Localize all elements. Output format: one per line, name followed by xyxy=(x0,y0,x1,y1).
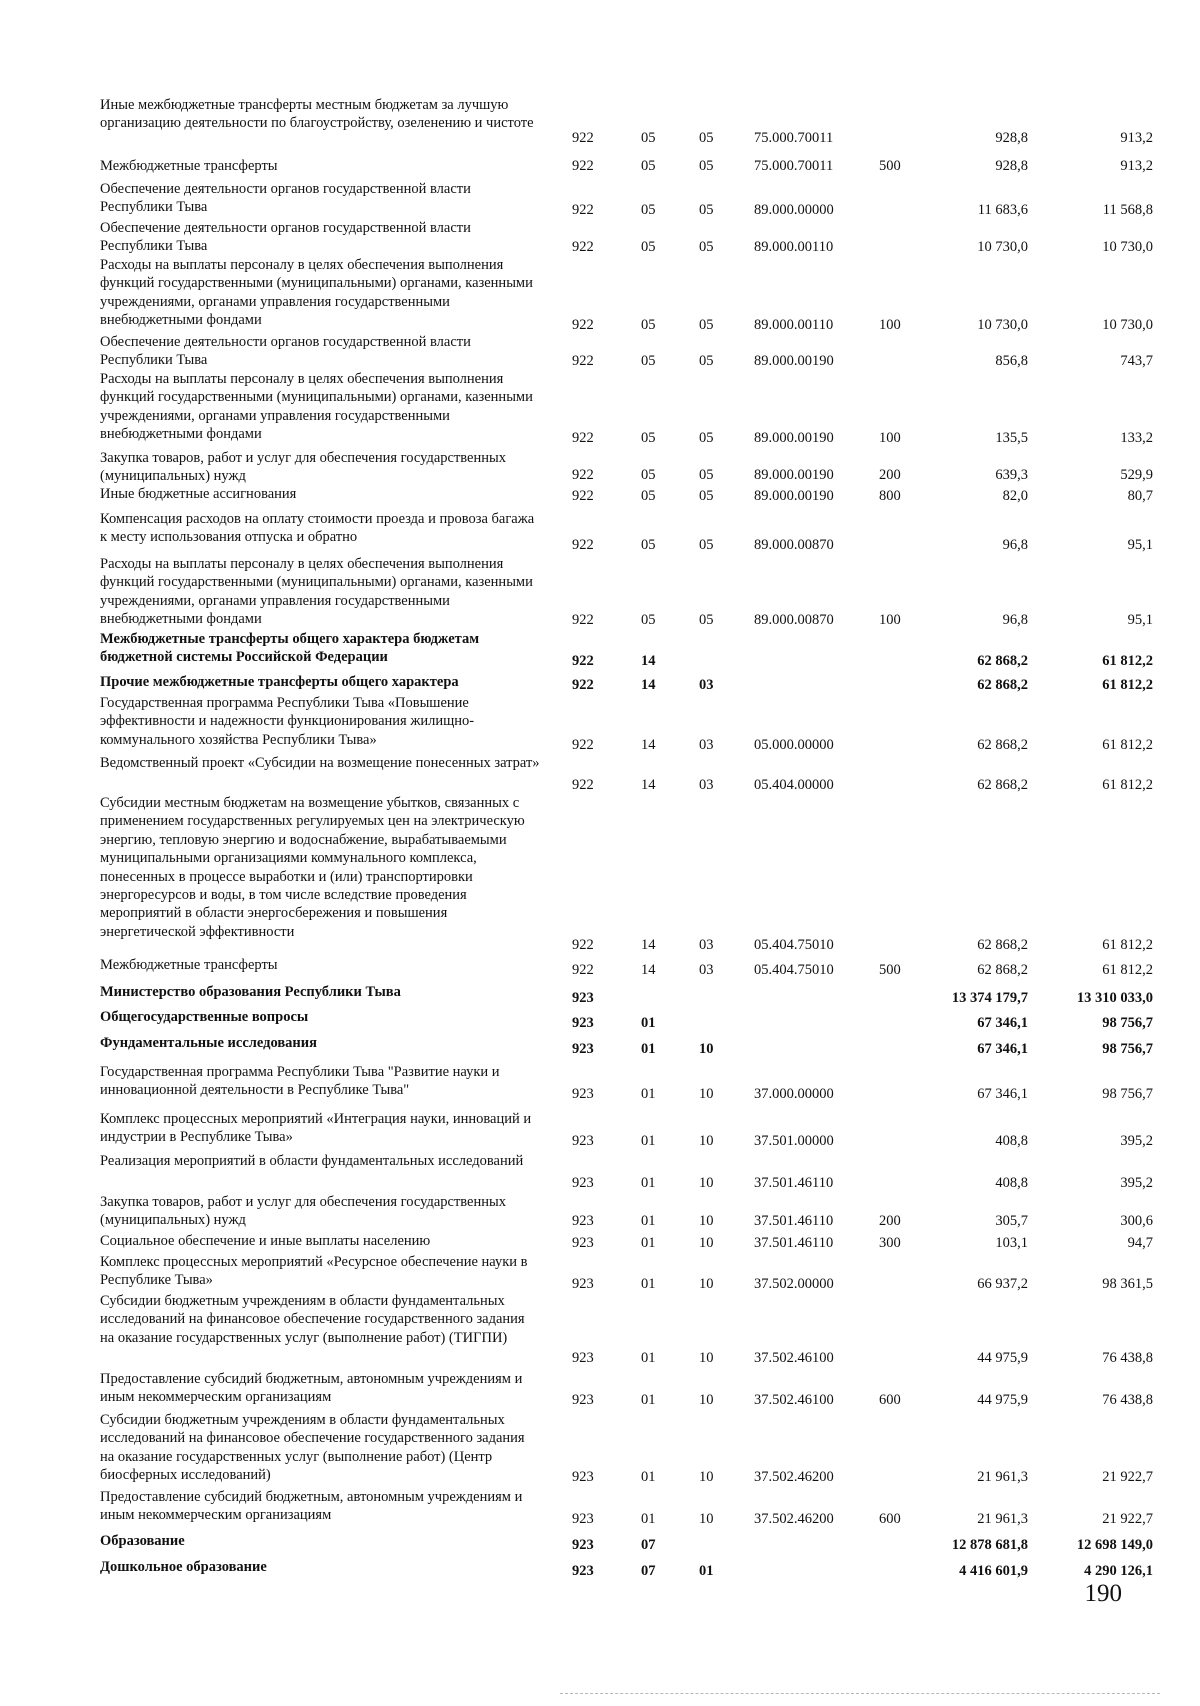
row-description: Обеспечение деятельности органов государственной власти Республики Тыва xyxy=(100,220,471,255)
table-row xyxy=(0,370,1200,447)
cell-target: 37.501.46110 xyxy=(754,1174,834,1191)
cell-admin: 923 xyxy=(572,1349,594,1366)
cell-v2: 98 361,5 xyxy=(1102,1275,1153,1292)
cell-v1: 62 868,2 xyxy=(977,776,1028,793)
cell-v2: 98 756,7 xyxy=(1102,1014,1153,1031)
row-description: Предоставление субсидий бюджетным, автономным учреждениям и иным некоммерческим организациям xyxy=(100,1489,523,1524)
table-row xyxy=(0,1292,1200,1367)
cell-v2: 395,2 xyxy=(1120,1132,1153,1149)
cell-section: 14 xyxy=(641,736,656,753)
cell-section: 07 xyxy=(641,1562,656,1579)
table-row xyxy=(0,956,1200,979)
cell-v2: 133,2 xyxy=(1120,429,1153,446)
row-description: Расходы на выплаты персоналу в целях обеспечения выполнения функций государственными (муниципальными) органами, казенными учреждениями, органами управления государственными внебюджетными фондами xyxy=(100,371,533,443)
cell-admin: 922 xyxy=(572,736,594,753)
cell-v1: 103,1 xyxy=(995,1234,1028,1251)
cell-v1: 10 730,0 xyxy=(977,238,1028,255)
cell-section: 01 xyxy=(641,1040,656,1057)
cell-v2: 21 922,7 xyxy=(1102,1468,1153,1485)
cell-v1: 12 878 681,8 xyxy=(951,1536,1028,1553)
cell-admin: 923 xyxy=(572,989,594,1006)
cell-type: 500 xyxy=(879,961,901,978)
cell-v2: 95,1 xyxy=(1127,611,1153,628)
cell-section: 14 xyxy=(641,936,656,953)
cell-section: 01 xyxy=(641,1132,656,1149)
page-number: 190 xyxy=(1084,1580,1122,1607)
cell-admin: 923 xyxy=(572,1536,594,1553)
cell-target: 89.000.00870 xyxy=(754,536,834,553)
cell-type: 100 xyxy=(879,316,901,333)
cell-v2: 11 568,8 xyxy=(1102,201,1153,218)
cell-admin: 922 xyxy=(572,201,594,218)
cell-subsection: 05 xyxy=(699,316,714,333)
cell-subsection: 10 xyxy=(699,1040,714,1057)
row-description: Государственная программа Республики Тыва "Развитие науки и инновационной деятельности в Республике Тыва" xyxy=(100,1064,500,1099)
cell-subsection: 10 xyxy=(699,1174,714,1191)
cell-subsection: 05 xyxy=(699,157,714,174)
cell-subsection: 05 xyxy=(699,611,714,628)
cell-target: 37.501.46110 xyxy=(754,1212,834,1229)
table-row xyxy=(0,1232,1200,1252)
cell-admin: 922 xyxy=(572,936,594,953)
cell-admin: 922 xyxy=(572,652,594,669)
table-row xyxy=(0,1152,1200,1192)
table-row xyxy=(0,1008,1200,1032)
cell-subsection: 05 xyxy=(699,201,714,218)
cell-admin: 922 xyxy=(572,352,594,369)
cell-v1: 62 868,2 xyxy=(977,961,1028,978)
table-row xyxy=(0,96,1200,147)
table-row xyxy=(0,333,1200,370)
cell-target: 89.000.00190 xyxy=(754,487,834,504)
cell-subsection: 10 xyxy=(699,1085,714,1102)
cell-section: 01 xyxy=(641,1174,656,1191)
cell-target: 37.502.46200 xyxy=(754,1468,834,1485)
cell-v2: 913,2 xyxy=(1120,157,1153,174)
cell-v2: 743,7 xyxy=(1120,352,1153,369)
cell-subsection: 10 xyxy=(699,1132,714,1149)
table-row xyxy=(0,485,1200,505)
cell-subsection: 10 xyxy=(699,1510,714,1527)
cell-admin: 922 xyxy=(572,466,594,483)
cell-subsection: 10 xyxy=(699,1391,714,1408)
cell-subsection: 03 xyxy=(699,776,714,793)
row-description: Межбюджетные трансферты общего характера бюджетам бюджетной системы Российской Федерации xyxy=(100,631,480,666)
cell-section: 05 xyxy=(641,129,656,146)
cell-v1: 67 346,1 xyxy=(977,1014,1028,1031)
cell-target: 89.000.00870 xyxy=(754,611,834,628)
row-description: Расходы на выплаты персоналу в целях обеспечения выполнения функций государственными (муниципальными) органами, казенными учреждениями, органами управления государственными внебюджетными фондами xyxy=(100,257,533,329)
cell-section: 14 xyxy=(641,652,656,669)
cell-subsection: 03 xyxy=(699,736,714,753)
row-description: Закупка товаров, работ и услуг для обеспечения государственных (муниципальных) нужд xyxy=(100,1194,507,1229)
row-description: Фундаментальные исследования xyxy=(100,1035,317,1051)
cell-admin: 922 xyxy=(572,536,594,553)
cell-subsection: 05 xyxy=(699,536,714,553)
cell-section: 07 xyxy=(641,1536,656,1553)
cell-v1: 82,0 xyxy=(1002,487,1028,504)
cell-admin: 922 xyxy=(572,611,594,628)
cell-section: 05 xyxy=(641,429,656,446)
cell-v1: 928,8 xyxy=(995,157,1028,174)
cell-section: 05 xyxy=(641,466,656,483)
cell-v2: 76 438,8 xyxy=(1102,1391,1153,1408)
cell-subsection: 05 xyxy=(699,238,714,255)
table-row xyxy=(0,449,1200,484)
cell-v2: 300,6 xyxy=(1120,1212,1153,1229)
cell-section: 01 xyxy=(641,1014,656,1031)
cell-type: 300 xyxy=(879,1234,901,1251)
cell-target: 37.502.46200 xyxy=(754,1510,834,1527)
cell-admin: 922 xyxy=(572,776,594,793)
cell-target: 89.000.00110 xyxy=(754,238,834,255)
row-description: Комплекс процессных мероприятий «Интеграция науки, инноваций и индустрии в Республике Тыва» xyxy=(100,1111,532,1146)
table-row xyxy=(0,180,1200,219)
cell-section: 01 xyxy=(641,1085,656,1102)
row-description: Субсидии бюджетным учреждениям в области фундаментальных исследований на финансовое обеспечение государственного задания на оказание государственных услуг (выполнение работ) (Центр биосферных исследований) xyxy=(100,1412,525,1484)
table-row xyxy=(0,1558,1200,1580)
cell-target: 37.501.00000 xyxy=(754,1132,834,1149)
cell-type: 800 xyxy=(879,487,901,504)
row-description: Межбюджетные трансферты xyxy=(100,158,278,174)
row-description: Обеспечение деятельности органов государственной власти Республики Тыва xyxy=(100,334,471,369)
cell-v2: 94,7 xyxy=(1127,1234,1153,1251)
cell-v1: 67 346,1 xyxy=(977,1085,1028,1102)
cell-section: 05 xyxy=(641,157,656,174)
cell-section: 14 xyxy=(641,776,656,793)
cell-v2: 10 730,0 xyxy=(1102,238,1153,255)
cell-subsection: 10 xyxy=(699,1349,714,1366)
cell-subsection: 05 xyxy=(699,487,714,504)
cell-section: 01 xyxy=(641,1212,656,1229)
cell-v1: 62 868,2 xyxy=(977,936,1028,953)
cell-target: 05.404.75010 xyxy=(754,936,834,953)
cell-v1: 21 961,3 xyxy=(977,1510,1028,1527)
cell-subsection: 03 xyxy=(699,676,714,693)
cell-v2: 98 756,7 xyxy=(1102,1085,1153,1102)
cell-target: 05.404.75010 xyxy=(754,961,834,978)
cell-admin: 922 xyxy=(572,129,594,146)
cell-section: 01 xyxy=(641,1234,656,1251)
cell-section: 05 xyxy=(641,611,656,628)
cell-section: 01 xyxy=(641,1275,656,1292)
cell-subsection: 05 xyxy=(699,352,714,369)
cell-v1: 305,7 xyxy=(995,1212,1028,1229)
cell-admin: 922 xyxy=(572,676,594,693)
table-row xyxy=(0,794,1200,954)
table-row xyxy=(0,219,1200,256)
row-description: Расходы на выплаты персоналу в целях обеспечения выполнения функций государственными (муниципальными) органами, казенными учреждениями, органами управления государственными внебюджетными фондами xyxy=(100,556,533,628)
table-row xyxy=(0,673,1200,694)
cell-target: 89.000.00000 xyxy=(754,201,834,218)
cell-subsection: 03 xyxy=(699,961,714,978)
row-description: Межбюджетные трансферты xyxy=(100,957,278,973)
cell-v2: 10 730,0 xyxy=(1102,316,1153,333)
cell-section: 01 xyxy=(641,1468,656,1485)
cell-section: 05 xyxy=(641,201,656,218)
cell-admin: 923 xyxy=(572,1085,594,1102)
cell-v1: 856,8 xyxy=(995,352,1028,369)
cell-type: 200 xyxy=(879,1212,901,1229)
cell-subsection: 03 xyxy=(699,936,714,953)
row-description: Общегосударственные вопросы xyxy=(100,1009,309,1025)
row-description: Иные межбюджетные трансферты местным бюджетам за лучшую организацию деятельности по благоустройству, озеленению и чистоте xyxy=(100,97,534,132)
row-description: Закупка товаров, работ и услуг для обеспечения государственных (муниципальных) нужд xyxy=(100,450,507,485)
cell-admin: 922 xyxy=(572,487,594,504)
table-row xyxy=(0,256,1200,334)
cell-section: 14 xyxy=(641,961,656,978)
cell-v1: 408,8 xyxy=(995,1132,1028,1149)
cell-v2: 61 812,2 xyxy=(1102,676,1153,693)
cell-admin: 923 xyxy=(572,1562,594,1579)
table-row xyxy=(0,555,1200,629)
cell-v1: 96,8 xyxy=(1002,536,1028,553)
cell-v2: 13 310 033,0 xyxy=(1076,989,1153,1006)
table-row xyxy=(0,1532,1200,1554)
cell-subsection: 01 xyxy=(699,1562,714,1579)
row-description: Министерство образования Республики Тыва xyxy=(100,984,401,1000)
row-description: Образование xyxy=(100,1533,185,1549)
cell-v1: 44 975,9 xyxy=(977,1391,1028,1408)
row-description: Прочие межбюджетные трансферты общего характера xyxy=(100,674,459,690)
cell-v1: 135,5 xyxy=(995,429,1028,446)
cell-v2: 95,1 xyxy=(1127,536,1153,553)
cell-subsection: 10 xyxy=(699,1234,714,1251)
cell-target: 37.502.00000 xyxy=(754,1275,834,1292)
row-description: Ведомственный проект «Субсидии на возмещение понесенных затрат» xyxy=(100,755,540,771)
cell-admin: 922 xyxy=(572,316,594,333)
cell-v1: 96,8 xyxy=(1002,611,1028,628)
table-row xyxy=(0,1370,1200,1409)
cell-admin: 923 xyxy=(572,1234,594,1251)
table-row xyxy=(0,1488,1200,1528)
cell-target: 37.501.46110 xyxy=(754,1234,834,1251)
cell-section: 01 xyxy=(641,1510,656,1527)
cell-v1: 13 374 179,7 xyxy=(951,989,1028,1006)
row-description: Субсидии бюджетным учреждениям в области фундаментальных исследований на финансовое обеспечение государственного задания на оказание государственных услуг (выполнение работ) (ТИГПИ) xyxy=(100,1293,525,1346)
row-description: Иные бюджетные ассигнования xyxy=(100,486,297,502)
table-row xyxy=(0,1063,1200,1103)
cell-v2: 80,7 xyxy=(1127,487,1153,504)
cell-v2: 395,2 xyxy=(1120,1174,1153,1191)
cell-admin: 923 xyxy=(572,1174,594,1191)
row-description: Субсидии местным бюджетам на возмещение убытков, связанных с применением государственных регулируемых цен на электрическую энергию, тепловую энергию и водоснабжение, вырабатываемыми муниципальными организациями коммунального комплекса, понесенных в процессе выработки и (или) транспортировки энергоресурсов и воды, в том числе вследствие проведения мероприятий в области энергосбережения и повышения энергетической эффективности xyxy=(100,795,525,940)
cell-v1: 4 416 601,9 xyxy=(959,1562,1028,1579)
cell-section: 05 xyxy=(641,352,656,369)
cell-v2: 61 812,2 xyxy=(1102,736,1153,753)
cell-subsection: 05 xyxy=(699,129,714,146)
cell-target: 89.000.00190 xyxy=(754,466,834,483)
cell-v1: 10 730,0 xyxy=(977,316,1028,333)
cell-target: 89.000.00190 xyxy=(754,429,834,446)
cell-admin: 923 xyxy=(572,1275,594,1292)
row-description: Реализация мероприятий в области фундаментальных исследований xyxy=(100,1153,524,1169)
cell-admin: 923 xyxy=(572,1040,594,1057)
cell-v2: 21 922,7 xyxy=(1102,1510,1153,1527)
cell-admin: 923 xyxy=(572,1014,594,1031)
table-row xyxy=(0,1411,1200,1486)
table-row xyxy=(0,1110,1200,1150)
table-row xyxy=(0,630,1200,670)
table-row xyxy=(0,694,1200,754)
cell-admin: 922 xyxy=(572,961,594,978)
table-row xyxy=(0,510,1200,554)
cell-v2: 4 290 126,1 xyxy=(1084,1562,1153,1579)
cell-admin: 923 xyxy=(572,1510,594,1527)
cell-type: 600 xyxy=(879,1510,901,1527)
cell-v2: 12 698 149,0 xyxy=(1076,1536,1153,1553)
cell-v2: 61 812,2 xyxy=(1102,776,1153,793)
cell-v1: 62 868,2 xyxy=(977,676,1028,693)
cell-v1: 408,8 xyxy=(995,1174,1028,1191)
footer-rule xyxy=(560,1693,1160,1694)
cell-admin: 922 xyxy=(572,238,594,255)
cell-subsection: 10 xyxy=(699,1275,714,1292)
row-description: Предоставление субсидий бюджетным, автономным учреждениям и иным некоммерческим организациям xyxy=(100,1371,523,1406)
cell-v1: 928,8 xyxy=(995,129,1028,146)
cell-admin: 923 xyxy=(572,1468,594,1485)
cell-v2: 76 438,8 xyxy=(1102,1349,1153,1366)
table-row xyxy=(0,1034,1200,1058)
cell-v2: 61 812,2 xyxy=(1102,652,1153,669)
cell-type: 600 xyxy=(879,1391,901,1408)
cell-type: 200 xyxy=(879,466,901,483)
cell-subsection: 05 xyxy=(699,429,714,446)
cell-target: 37.502.46100 xyxy=(754,1391,834,1408)
table-row xyxy=(0,1193,1200,1230)
cell-target: 89.000.00110 xyxy=(754,316,834,333)
cell-v1: 62 868,2 xyxy=(977,652,1028,669)
cell-section: 14 xyxy=(641,676,656,693)
cell-target: 89.000.00190 xyxy=(754,352,834,369)
row-description: Комплекс процессных мероприятий «Ресурсное обеспечение науки в Республике Тыва» xyxy=(100,1254,528,1289)
cell-section: 05 xyxy=(641,238,656,255)
cell-v2: 529,9 xyxy=(1120,466,1153,483)
cell-subsection: 10 xyxy=(699,1468,714,1485)
cell-v2: 61 812,2 xyxy=(1102,936,1153,953)
cell-section: 01 xyxy=(641,1391,656,1408)
cell-section: 05 xyxy=(641,487,656,504)
table-row xyxy=(0,157,1200,175)
cell-section: 05 xyxy=(641,536,656,553)
row-description: Дошкольное образование xyxy=(100,1559,267,1575)
cell-target: 37.502.46100 xyxy=(754,1349,834,1366)
cell-admin: 922 xyxy=(572,429,594,446)
table-row xyxy=(0,983,1200,1007)
cell-admin: 922 xyxy=(572,157,594,174)
cell-subsection: 05 xyxy=(699,466,714,483)
cell-subsection: 10 xyxy=(699,1212,714,1229)
table-row xyxy=(0,1253,1200,1293)
cell-v1: 639,3 xyxy=(995,466,1028,483)
cell-v2: 98 756,7 xyxy=(1102,1040,1153,1057)
row-description: Компенсация расходов на оплату стоимости проезда и провоза багажа к месту использования отпуска и обратно xyxy=(100,511,535,546)
row-description: Государственная программа Республики Тыва «Повышение эффективности и надежности функционирования жилищно-коммунального хозяйства Республики Тыва» xyxy=(100,695,475,748)
cell-v1: 11 683,6 xyxy=(977,201,1028,218)
cell-v2: 913,2 xyxy=(1120,129,1153,146)
cell-admin: 923 xyxy=(572,1212,594,1229)
table-row xyxy=(0,754,1200,794)
cell-target: 37.000.00000 xyxy=(754,1085,834,1102)
cell-target: 75.000.70011 xyxy=(754,129,834,146)
cell-v1: 66 937,2 xyxy=(977,1275,1028,1292)
cell-v1: 44 975,9 xyxy=(977,1349,1028,1366)
row-description: Социальное обеспечение и иные выплаты населению xyxy=(100,1233,431,1249)
cell-v2: 61 812,2 xyxy=(1102,961,1153,978)
cell-target: 05.000.00000 xyxy=(754,736,834,753)
cell-type: 100 xyxy=(879,611,901,628)
cell-v1: 62 868,2 xyxy=(977,736,1028,753)
cell-section: 01 xyxy=(641,1349,656,1366)
cell-v1: 67 346,1 xyxy=(977,1040,1028,1057)
row-description: Обеспечение деятельности органов государственной власти Республики Тыва xyxy=(100,181,471,216)
cell-target: 05.404.00000 xyxy=(754,776,834,793)
cell-v1: 21 961,3 xyxy=(977,1468,1028,1485)
cell-target: 75.000.70011 xyxy=(754,157,834,174)
cell-type: 500 xyxy=(879,157,901,174)
cell-admin: 923 xyxy=(572,1391,594,1408)
cell-admin: 923 xyxy=(572,1132,594,1149)
cell-section: 05 xyxy=(641,316,656,333)
cell-type: 100 xyxy=(879,429,901,446)
